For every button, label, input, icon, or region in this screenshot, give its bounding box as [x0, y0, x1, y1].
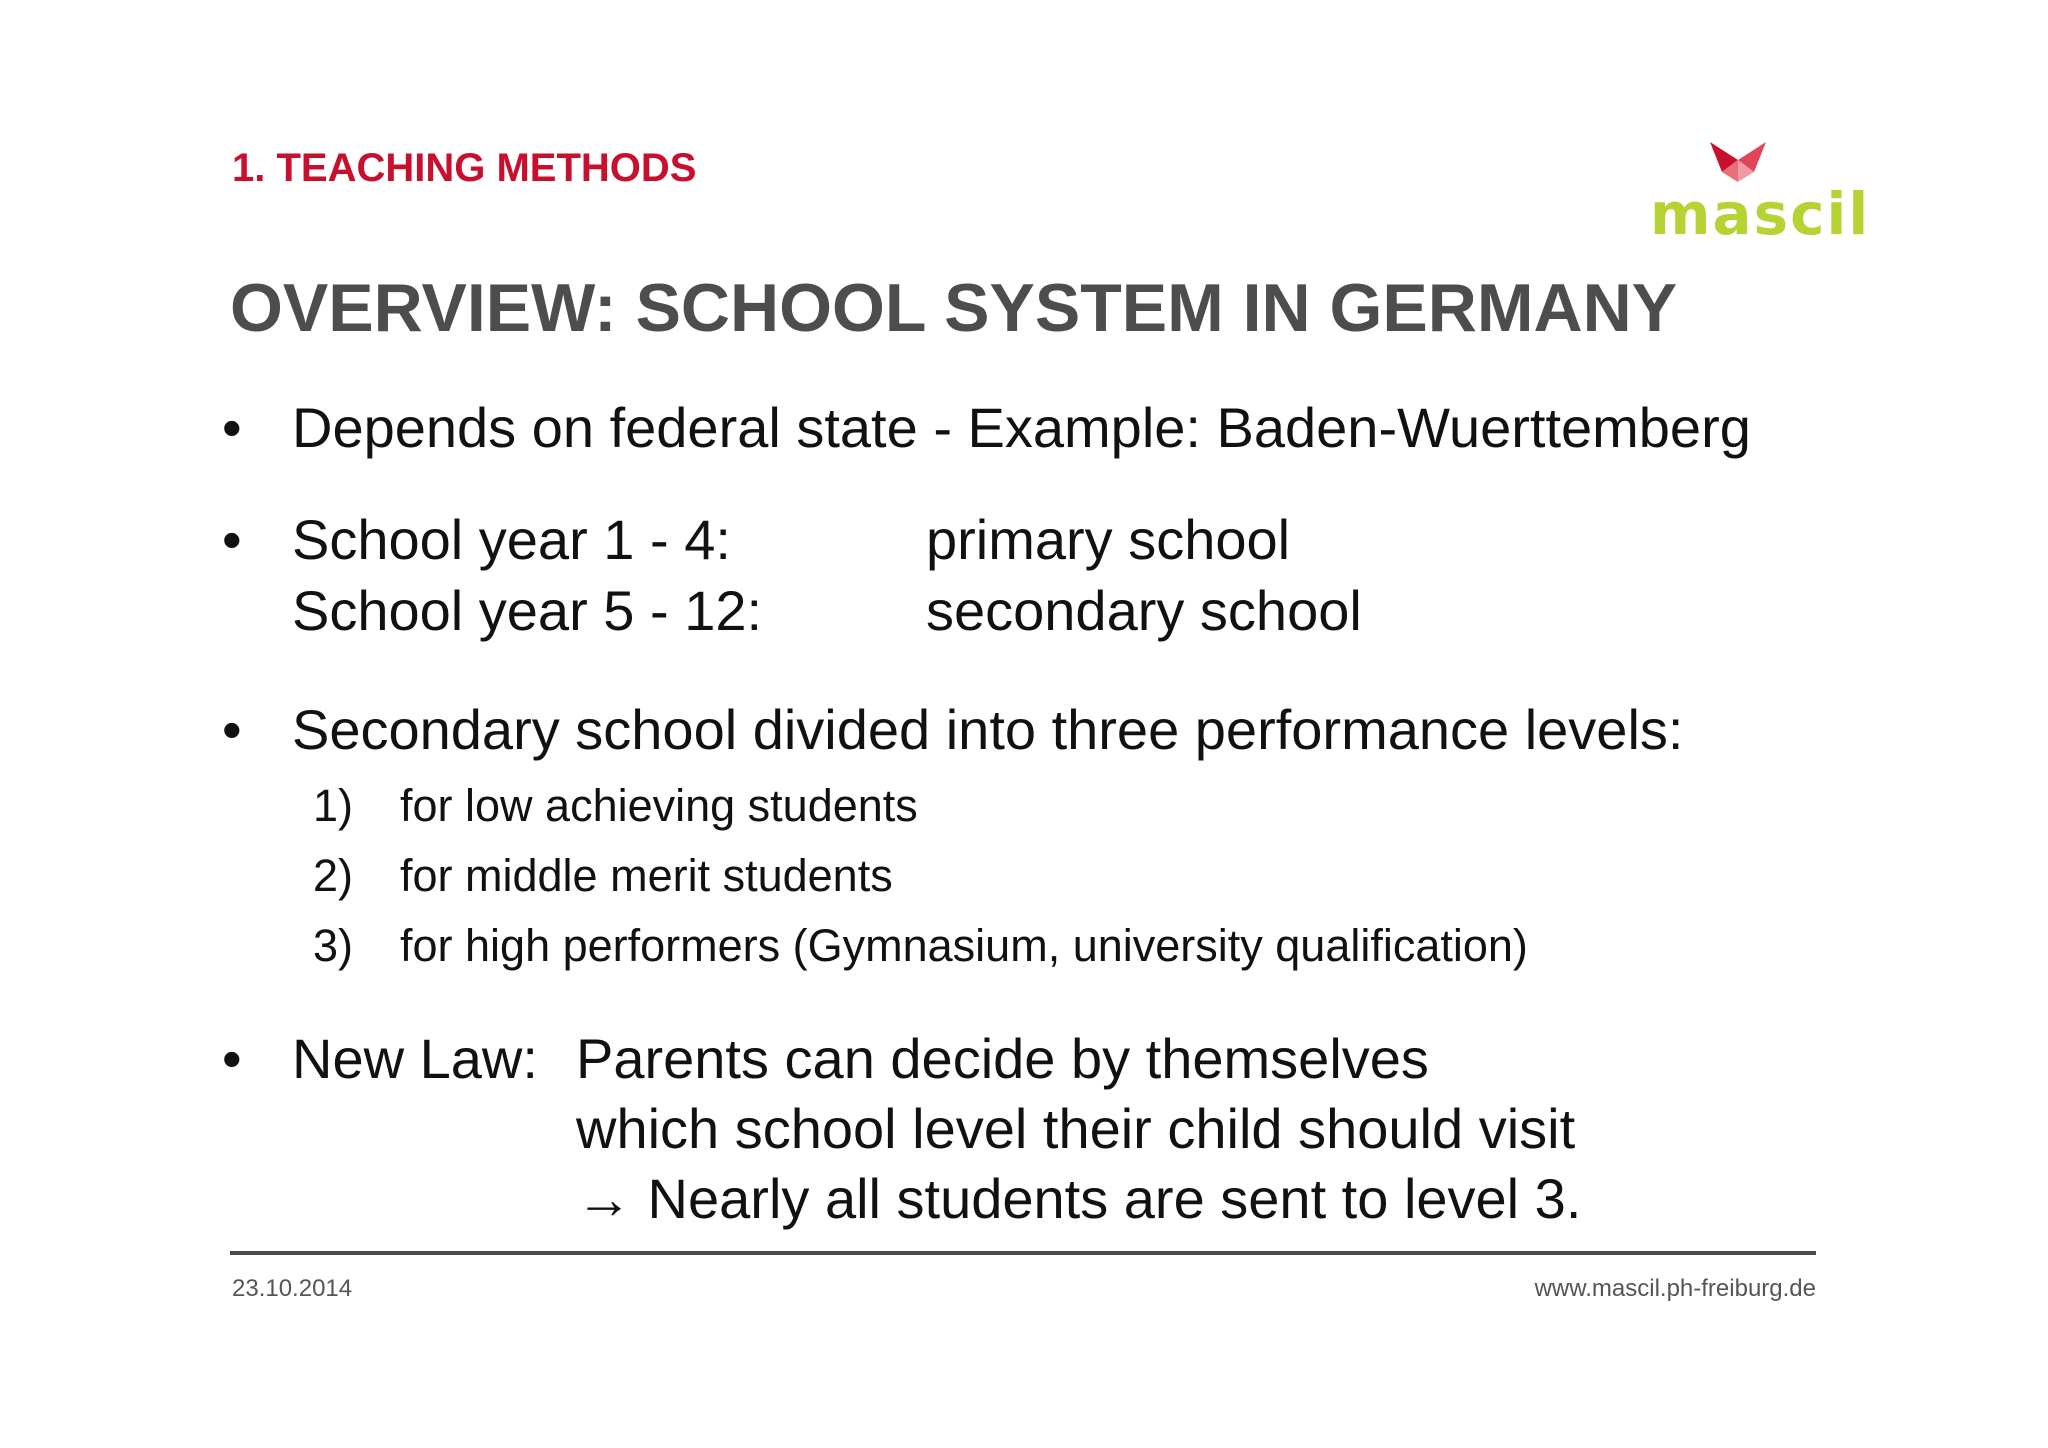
new-law-line: → Nearly all students are sent to level 3.: [576, 1167, 1582, 1230]
bullet-federal-state: Depends on federal state - Example: Baden-Wuerttemberg: [292, 396, 1751, 459]
page-title: OVERVIEW: SCHOOL SYSTEM IN GERMANY: [230, 270, 1678, 346]
footer-divider: [230, 1251, 1816, 1255]
bullet-marker: •: [222, 698, 242, 761]
bullet-marker: •: [222, 1027, 242, 1090]
bullet-marker: •: [222, 396, 242, 459]
level-number: 1): [313, 780, 354, 831]
section-title: 1. TEACHING METHODS: [232, 146, 697, 190]
new-law-line: Parents can decide by themselves: [576, 1027, 1429, 1090]
level-text: for low achieving students: [400, 780, 918, 831]
footer-url: www.mascil.ph-freiburg.de: [1534, 1275, 1816, 1302]
school-year-label: School year 1 - 4:: [292, 508, 731, 571]
school-year-label: School year 5 - 12:: [292, 579, 763, 642]
level-number: 2): [313, 850, 354, 901]
bullet-marker: •: [222, 508, 242, 571]
logo-text: mascil: [1650, 180, 1871, 248]
mascil-logo-icon: [1708, 140, 1768, 182]
levels-intro: Secondary school divided into three performance levels:: [292, 698, 1684, 761]
new-law-label: New Law:: [292, 1027, 538, 1090]
mascil-logo: [1650, 140, 1871, 248]
school-year-value: secondary school: [926, 579, 1362, 642]
level-text: for high performers (Gymnasium, university qualification): [400, 920, 1528, 971]
level-text: for middle merit students: [400, 850, 893, 901]
new-law-line: which school level their child should visit: [576, 1097, 1576, 1160]
level-number: 3): [313, 920, 354, 971]
footer-date: 23.10.2014: [232, 1275, 353, 1302]
school-year-value: primary school: [926, 508, 1291, 571]
